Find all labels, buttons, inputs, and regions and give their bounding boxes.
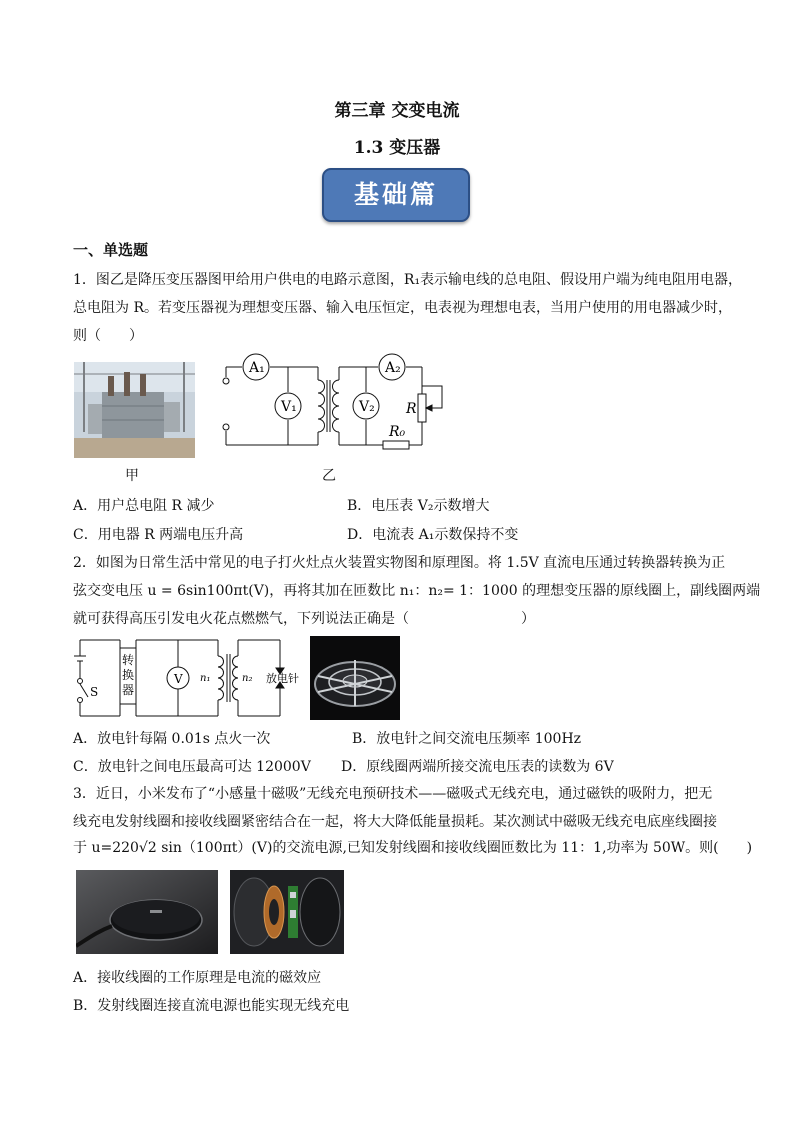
q3-line-1: 3．近日，小米发布了“小感量十磁吸”无线充电预研技术——磁吸式无线充电，通过磁铁的吸附力，把无 — [73, 786, 713, 802]
q3-option-b: B．发射线圈连接直流电源也能实现无线充电 — [73, 998, 350, 1014]
resistor-r0-label: R₀ — [389, 424, 406, 440]
igniter-circuit-diagram — [72, 634, 308, 720]
part-title: 一、单选题 — [73, 241, 149, 259]
voltmeter-label: V — [174, 672, 183, 686]
converter-label — [122, 652, 134, 697]
q2-line-2: 弦交变电压 u = 6sin100πt(V)，再将其加在匝数比 n₁：n₂= 1：1000 的理想变压器的原线圈上，副线圈两端 — [73, 583, 761, 599]
figure-label-yi: 乙 — [322, 468, 336, 484]
figure-label-jia: 甲 — [125, 468, 139, 484]
section-title: 1.3 变压器 — [353, 138, 441, 158]
q2-option-a: A．放电针每隔 0.01s 点火一次 — [73, 731, 271, 747]
q1-line-3: 则（ ） — [73, 328, 143, 344]
chapter-title: 第三章 交变电流 — [334, 101, 460, 121]
q1-option-a: A．用户总电阻 R 减少 — [73, 498, 215, 514]
discharge-needle-label: 放电针 — [266, 672, 299, 685]
converter-label-char: 转 — [122, 653, 135, 667]
charger-exploded-photo — [230, 870, 344, 954]
switch-label: S — [90, 685, 99, 699]
q2-line-1: 2．如图为日常生活中常见的电子打火灶点火装置实物图和原理图。将 1.5V 直流电压通过转换器转换为正 — [73, 555, 726, 571]
q3-line-3: 于 u=220√2 sin（100πt）(V)的交流电源,已知发射线圈和接收线圈匝数比为 11：1,功率为 50W。则( ) — [73, 840, 753, 856]
coil-n1-label: n₁ — [200, 673, 211, 684]
converter-label-char: 器 — [122, 683, 135, 697]
q2-option-d: D．原线圈两端所接交流电压表的读数为 6V — [341, 759, 614, 775]
q1-option-c: C．用电器 R 两端电压升高 — [73, 527, 244, 543]
q2-option-c: C．放电针之间电压最高可达 12000V — [73, 759, 311, 775]
q1-option-d: D．电流表 A₁示数保持不变 — [347, 527, 519, 543]
ammeter-a1-label: A₁ — [249, 360, 265, 376]
wireless-charger-photo — [76, 870, 218, 954]
q2-line-3: 就可获得高压引发电火花点燃燃气，下列说法正确是（ ） — [73, 611, 535, 627]
resistor-r-label: R — [406, 401, 417, 417]
q1-option-b: B．电压表 V₂示数增大 — [347, 498, 490, 514]
voltmeter-v1-label: V₁ — [281, 399, 297, 415]
q2-option-b: B．放电针之间交流电压频率 100Hz — [352, 731, 582, 747]
coil-n2-label: n₂ — [242, 673, 253, 684]
q1-line-2: 总电阻为 R。若变压器视为理想变压器、输入电压恒定，电表视为理想电表，当用户使用的用电器减少时， — [73, 300, 732, 316]
transformer-photo — [74, 362, 195, 458]
gas-stove-photo — [310, 636, 400, 720]
q3-line-2: 线充电发射线圈和接收线圈紧密结合在一起，将大大降低能量损耗。某次测试中磁吸无线充电底座线圈接 — [73, 814, 717, 830]
q3-option-a: A．接收线圈的工作原理是电流的磁效应 — [73, 970, 322, 986]
ammeter-a2-label: A₂ — [385, 360, 401, 376]
level-badge: 基础篇 — [322, 168, 470, 222]
converter-label-char: 换 — [122, 668, 135, 682]
q1-line-1: 1．图乙是降压变压器图甲给用户供电的电路示意图，R₁表示输电线的总电阻、假设用户端为纯电阻用电器， — [73, 272, 743, 288]
transformer-circuit-diagram — [216, 350, 452, 454]
voltmeter-v2-label: V₂ — [359, 399, 375, 415]
